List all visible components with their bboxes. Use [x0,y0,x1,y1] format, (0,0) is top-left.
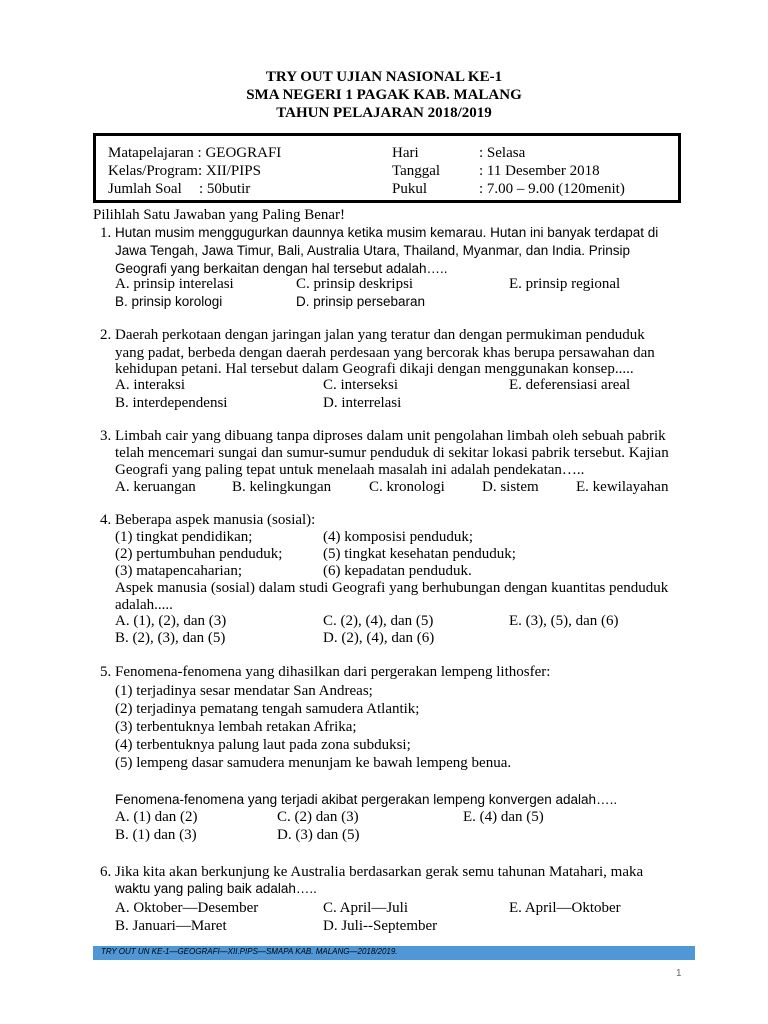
question-text: Aspek manusia (sosial) dalam studi Geografi yang berhubungan dengan kuantitas penduduk [115,580,669,596]
subject-label: Matapelajaran : GEOGRAFI [108,145,282,161]
page-number: 1 [676,968,682,979]
option-a: A. keruangan [115,479,196,495]
option-e: E. (3), (5), dan (6) [509,613,619,629]
exam-title: TRY OUT UJIAN NASIONAL KE-1 [265,69,503,85]
option-b: B. prinsip korologi [115,294,223,309]
option-b: B. (2), (3), dan (5) [115,630,226,646]
question-text: kehidupan petani. Hal tersebut dalam Geografi dikaji dengan menggunakan konsep..... [115,361,634,377]
question-text: Geografi yang paling tepat untuk menelaah masalah ini adalah pendekatan….. [115,462,585,478]
question-text: yang padat, berbeda dengan daerah perdesaan yang bercorak khas berupa persawahan dan [115,345,655,361]
question-count-label: Jumlah Soal [108,181,182,197]
option-b: B. (1) dan (3) [115,827,197,843]
list-item: (4) komposisi penduduk; [323,529,473,545]
question-text: Limbah cair yang dibuang tanpa diproses dalam unit pengolahan limbah oleh sebuah pabrik [115,428,666,444]
list-item: (3) matapencaharian; [115,563,243,579]
question-count-value: : 50butir [199,181,251,197]
time-value: : 7.00 – 9.00 (120menit) [479,181,625,197]
option-d: D. interrelasi [323,395,402,411]
option-d: D. Juli--September [323,918,438,934]
option-d: D. sistem [482,479,539,495]
option-d: D. (3) dan (5) [277,827,360,843]
list-item: (2) pertumbuhan penduduk; [115,546,283,562]
academic-year: TAHUN PELAJARAN 2018/2019 [276,105,492,121]
question-number: 2. [100,327,112,343]
option-c: C. April—Juli [323,900,409,916]
option-a: A. Oktober—Desember [115,900,259,916]
option-e: E. kewilayahan [576,479,669,495]
list-item: (1) tingkat pendidikan; [115,529,253,545]
class-label: Kelas/Program: XII/PIPS [108,163,261,179]
option-c: C. kronologi [369,479,445,495]
day-label: Hari [392,145,419,161]
question-text: Daerah perkotaan dengan jaringan jalan yang teratur dan dengan permukiman penduduk [115,327,645,343]
list-item: (3) terbentuknya lembah retakan Afrika; [115,719,357,735]
footer-text: TRY OUT UN KE-1—GEOGRAFI—XII.PIPS—SMAPA KAB. MALANG—2018/2019. [101,947,398,956]
question-text: adalah..... [115,597,173,613]
question-text: Hutan musim menggugurkan daunnya ketika musim kemarau. Hutan ini banyak terdapat di [115,225,659,240]
footer-bar [93,946,695,960]
option-e: E. April—Oktober [509,900,621,916]
option-b: B. Januari—Maret [115,918,227,934]
list-item: (4) terbentuknya palung laut pada zona subduksi; [115,737,411,753]
option-b: B. kelingkungan [232,479,332,495]
option-c: C. (2), (4), dan (5) [323,613,434,629]
instruction: Pilihlah Satu Jawaban yang Paling Benar! [93,207,346,223]
question-number: 1. [100,225,112,241]
option-d: D. prinsip persebaran [296,294,426,309]
date-label: Tanggal [392,163,441,179]
list-item: (6) kepadatan penduduk. [323,563,472,579]
option-a: A. interaksi [115,377,185,393]
question-text: Beberapa aspek manusia (sosial): [115,512,316,528]
list-item: (2) terjadinya pematang tengah samudera Atlantik; [115,701,420,717]
list-item: (5) tingkat kesehatan penduduk; [323,546,516,562]
option-d: D. (2), (4), dan (6) [323,630,435,646]
day-value: : Selasa [479,145,526,161]
question-text: Jawa Tengah, Jawa Timur, Bali, Australia Utara, Thailand, Myanmar, dan India. Prinsip [115,243,631,258]
date-value: : 11 Desember 2018 [479,163,600,179]
option-a: A. (1), (2), dan (3) [115,613,227,629]
list-item: (1) terjadinya sesar mendatar San Andreas; [115,683,373,699]
list-item: (5) lempeng dasar samudera menunjam ke bawah lempeng benua. [115,755,512,771]
option-e: E. (4) dan (5) [463,809,544,825]
question-number: 4. [100,512,112,528]
question-text: Jika kita akan berkunjung ke Australia berdasarkan gerak semu tahunan Matahari, maka [115,864,644,880]
school-name: SMA NEGERI 1 PAGAK KAB. MALANG [246,87,522,103]
question-text: Geografi yang berkaitan dengan hal tersebut adalah….. [115,261,448,276]
question-text: telah mencemari sungai dan sumur-sumur penduduk di sekitar lokasi pabrik tersebut. Kajian [115,445,669,461]
time-label: Pukul [392,181,428,197]
option-e: E. prinsip regional [509,276,621,292]
option-c: C. prinsip deskripsi [296,276,414,292]
option-c: C. interseksi [323,377,398,393]
option-a: A. (1) dan (2) [115,809,198,825]
question-text: Fenomena-fenomena yang dihasilkan dari pergerakan lempeng lithosfer: [115,664,551,680]
question-number: 6. [100,864,112,880]
option-a: A. prinsip interelasi [115,276,234,292]
question-text: Fenomena-fenomena yang terjadi akibat pergerakan lempeng konvergen adalah….. [115,792,618,807]
option-e: E. deferensiasi areal [509,377,631,393]
question-number: 5. [100,664,112,680]
option-b: B. interdependensi [115,395,228,411]
question-text: waktu yang paling baik adalah….. [115,881,317,896]
option-c: C. (2) dan (3) [277,809,359,825]
question-number: 3. [100,428,112,444]
